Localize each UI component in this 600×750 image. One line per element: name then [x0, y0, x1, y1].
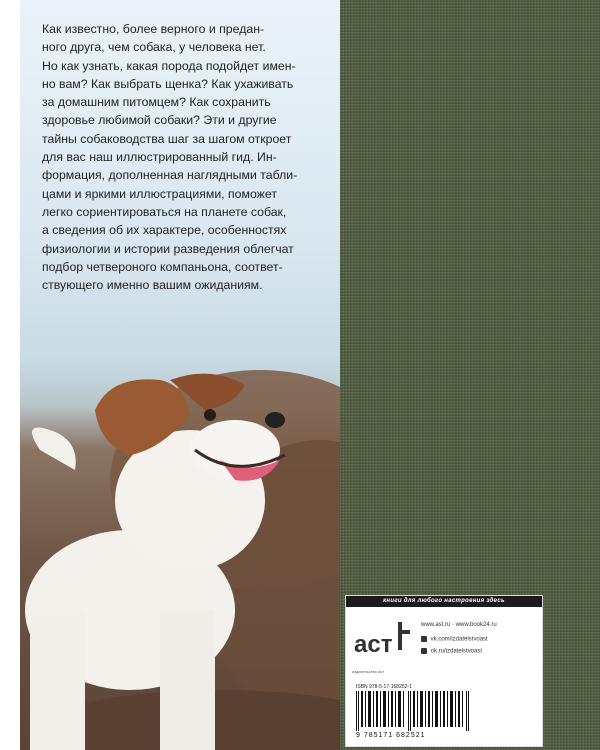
ast-logo-icon [352, 616, 414, 666]
barcode-number: 9 785171 682521 [356, 732, 426, 739]
vk-icon [421, 636, 427, 642]
instagram-row [421, 648, 482, 655]
vk-row [421, 636, 488, 643]
publisher-info-panel [345, 595, 543, 747]
ast-logo-text: аст [354, 631, 393, 658]
instagram-link: ok.ru/izdatelstvoast [430, 648, 483, 655]
barcode-icon [356, 691, 471, 731]
tagline: книги для любого настроения здесь [346, 596, 542, 607]
ast-sub-text: издательство аст [352, 669, 385, 674]
dog-photo-illustration [20, 360, 340, 750]
isbn-text: ISBN 978-5-17-168252-1 [356, 684, 412, 690]
back-cover-blurb: Как известно, более верного и предан- ного друга, чем собака, у человека нет. Но как узнать, какая порода подойдет имен- но вам? Как выбрать щенка? Как ухаживать за домашним питомцем? Как сохранить здоровье любимой собаки? Эти и другие тайны собаководства шаг за шагом откроет для вас наш иллюстрированный гид. Ин- формация, дополненная наглядными табли- цами и яркими иллюстрациями, поможет легко сориентироваться на планете собак, а сведения об их характере, особенностях физиологии и истории разведения облегчат подбор четвероного компаньона, соответ- ствующего именно вашим ожиданиям. [42, 22, 298, 293]
vk-link: vk.com/izdatelstvoast [430, 636, 488, 643]
ogiz-logo-icon [470, 683, 522, 705]
instagram-icon [421, 648, 427, 654]
websites-text: www.ast.ru · www.book24.ru [421, 622, 497, 628]
ogiz-logo-text: ОГИЗ [471, 686, 519, 705]
